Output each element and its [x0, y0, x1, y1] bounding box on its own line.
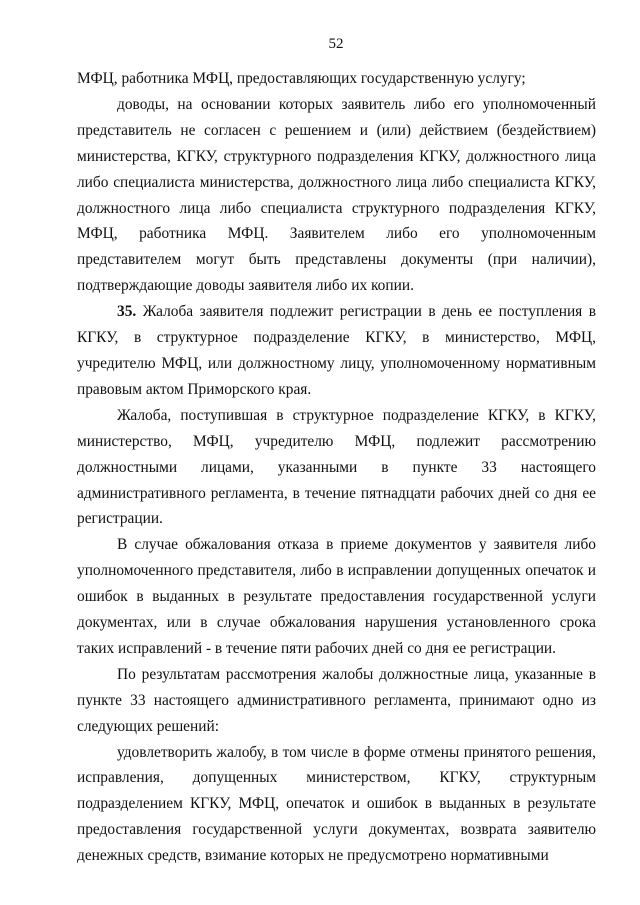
paragraph-decision-satisfy: удовлетворить жалобу, в том числе в форме отмены принятого решения, исправления, допущенных министерством, КГКУ, структурным подразделением КГКУ, МФЦ, опечаток и ошибок в выданных в результате предоставления государственной услуги документах, возврата заявителю денежных средств, взимание которых не предусмотрено нормативными [77, 743, 596, 865]
paragraph-refusal-appeal: В случае обжалования отказа в приеме документов у заявителя либо уполномоченного представителя, либо в исправлении допущенных опечаток и ошибок в выданных в результате предоставления государственной услуги документах, или в случае обжалования нарушения установленного срока таких исправлений - в течение пяти рабочих дней со дня ее регистрации. [77, 536, 596, 657]
paragraph-clause-35 [77, 299, 596, 403]
paragraph-review-term: Жалоба, поступившая в структурное подразделение КГКУ, в КГКУ, министерство, МФЦ, учредителю МФЦ, подлежит рассмотрению должностными лицами, указанными в пункте 33 настоящего административного регламента, в течение пятнадцати рабочих дней со дня ее регистрации. [77, 406, 596, 528]
clause-35-text: Жалоба заявителя подлежит регистрации в день ее поступления в КГКУ, в структурное подразделение КГКУ, в министерство, МФЦ, учредителю МФЦ, или должностному лицу, уполномоченному нормативным правовым актом Приморского края. [77, 303, 596, 398]
paragraph-continuation: МФЦ, работника МФЦ, предоставляющих государственную услугу; [77, 70, 526, 87]
paragraph-decisions-intro: По результатам рассмотрения жалобы должностные лица, указанные в пункте 33 настоящего административного регламента, принимают одно из следующих решений: [77, 665, 596, 735]
document-body [77, 66, 596, 869]
paragraph-arguments: доводы, на основании которых заявитель либо его уполномоченный представитель не согласен с решением и (или) действием (бездействием) министерства, КГКУ, структурного подразделения КГКУ, должностного лица либо специалиста министерства, должностного лица либо специалиста КГКУ, должностного лица либо специалиста структурного подразделения КГКУ, МФЦ, работника МФЦ. Заявителем либо его уполномоченным представителем могут быть представлены документы (при наличии), подтверждающие доводы заявителя либо их копии. [77, 95, 596, 295]
page-number: 52 [328, 36, 344, 52]
clause-number: 35. [117, 303, 137, 321]
